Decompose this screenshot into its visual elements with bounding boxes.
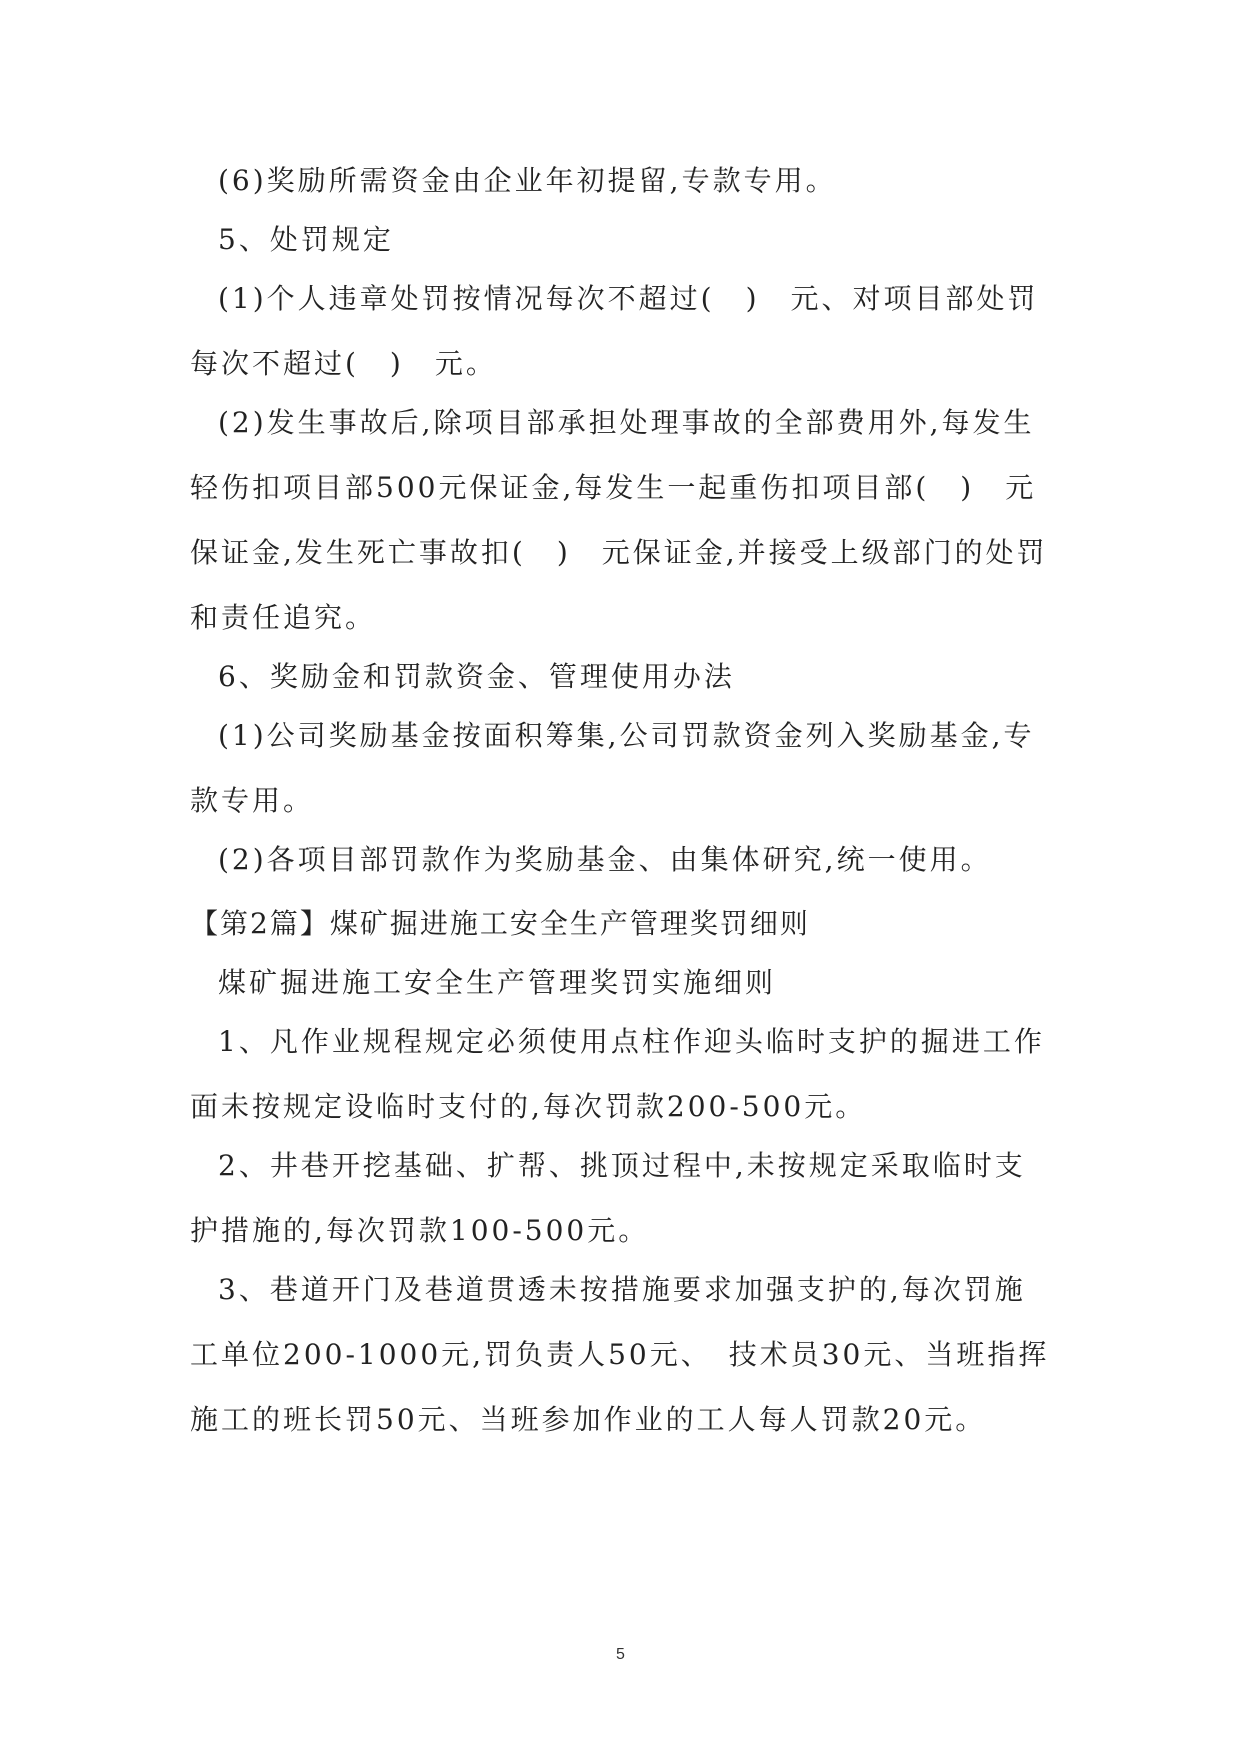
paragraph-rule-2: 2、井巷开挖基础、扩帮、挑顶过程中,未按规定采取临时支护措施的,每次罚款100-500元。: [190, 1149, 1026, 1247]
page-number: 5: [616, 1646, 625, 1663]
paragraph-individual-penalty: (1)个人违章处罚按情况每次不超过( ) 元、对项目部处罚每次不超过( ) 元。: [190, 282, 1039, 380]
paragraph-company-fund: (1)公司奖励基金按面积筹集,公司罚款资金列入奖励基金,专款专用。: [190, 719, 1035, 817]
paragraph-rule-1: 1、凡作业规程规定必须使用点柱作迎头临时支护的掘进工作面未按规定设临时支付的,每次罚款200-500元。: [190, 1025, 1045, 1123]
paragraph-penalty-heading: 5、处罚规定: [218, 223, 394, 256]
paragraph-accident-penalty: (2)发生事故后,除项目部承担处理事故的全部费用外,每发生轻伤扣项目部500元保证金,每发生一起重伤扣项目部( ) 元保证金,发生死亡事故扣( ) 元保证金,并接受上级部门的处罚和责任追究。: [190, 406, 1048, 634]
paragraph-reward-funds: (6)奖励所需资金由企业年初提留,专款专用。: [218, 164, 837, 197]
paragraph-subtitle: 煤矿掘进施工安全生产管理奖罚实施细则: [218, 966, 777, 999]
section-2: [190, 891, 1052, 1452]
paragraph-fund-management-heading: 6、奖励金和罚款资金、管理使用办法: [218, 660, 735, 693]
paragraph-rule-3: 3、巷道开门及巷道贯透未按措施要求加强支护的,每次罚施工单位200-1000元,罚负责人50元、 技术员30元、当班指挥施工的班长罚50元、当班参加作业的工人每人罚款20元。: [190, 1273, 1050, 1436]
section-1: [190, 148, 1052, 892]
paragraph-project-fund: (2)各项目部罚款作为奖励基金、由集体研究,统一使用。: [218, 843, 992, 876]
article-title: 【第2篇】煤矿掘进施工安全生产管理奖罚细则: [190, 907, 810, 940]
